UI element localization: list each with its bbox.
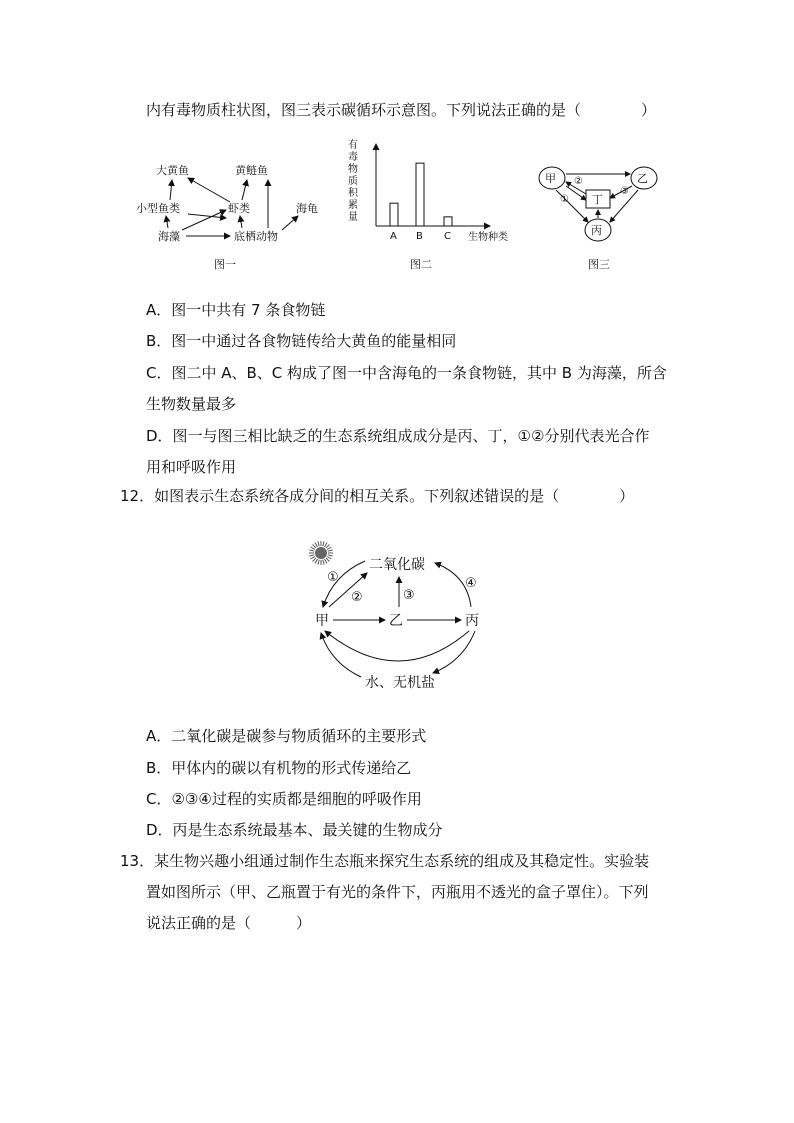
q11-option-b: B．图一中通过各食物链传给大黄鱼的能量相同	[146, 332, 457, 350]
x-tick-label: A	[390, 231, 397, 242]
node-bing: 丙	[591, 224, 602, 237]
y-axis-label-char: 积	[348, 188, 358, 199]
y-axis-label-char: 物	[348, 164, 358, 175]
arrow-small-to-shrimp	[188, 214, 226, 218]
co2-label: 二氧化碳	[369, 557, 425, 573]
q12-option-d: D．丙是生态系统最基本、最关键的生物成分	[146, 821, 443, 839]
y-axis-label-char: 毒	[348, 152, 358, 163]
q12-option-b: B．甲体内的碳以有机物的形式传递给乙	[146, 759, 412, 777]
node-algae: 海藻	[158, 230, 180, 243]
q12-stem: 12．如图表示生态系统各成分间的相互关系。下列叙述错误的是（ ）	[120, 487, 635, 505]
arrow-benthic-to-shrimp	[240, 216, 242, 228]
q13-stem-line1: 13．某生物兴趣小组通过制作生态瓶来探究生态系统的组成及其稳定性。实验装	[120, 852, 650, 870]
label-1: ①	[327, 570, 339, 585]
q13-stem-line2: 置如图所示（甲、乙瓶置于有光的条件下，丙瓶用不透光的盒子罩住）。下列	[146, 883, 649, 901]
y-axis-label-char: 质	[348, 176, 358, 187]
q12-ecosystem-diagram	[303, 535, 503, 695]
q13-stem-line3: 说法正确的是（ ）	[146, 914, 312, 932]
figure-3-caption: 图三	[588, 258, 610, 271]
node-yellowtail: 黄鲢鱼	[235, 164, 268, 177]
arrow-benthic-to-turtle	[282, 216, 298, 230]
label-2: ②	[574, 176, 583, 187]
y-axis-label-char: 有	[348, 140, 358, 151]
node-jia: 甲	[315, 613, 329, 629]
bar-C	[444, 217, 452, 226]
arrow-small-to-croaker	[170, 180, 172, 200]
label-2: ②	[351, 590, 363, 605]
node-jia: 甲	[545, 172, 556, 185]
figure-2-caption: 图二	[410, 258, 432, 271]
figure-1-food-web	[130, 150, 330, 290]
figure-1-caption: 图一	[214, 258, 236, 271]
node-benthic: 底栖动物	[234, 230, 278, 243]
intro-line: 内有毒物质柱状图，图三表示碳循环示意图。下列说法正确的是（ ）	[146, 101, 657, 119]
bars	[390, 163, 452, 226]
q11-option-d-line1: D．图一与图三相比缺乏的生态系统组成成分是丙、丁，①②分别代表光合作	[146, 427, 650, 445]
q12-option-a: A．二氧化碳是碳参与物质循环的主要形式	[146, 727, 427, 745]
arrow-algae-to-shrimp	[182, 210, 226, 230]
node-ding: 丁	[592, 193, 603, 206]
label-1: ①	[560, 194, 569, 205]
y-axis-label	[348, 138, 359, 223]
sun-icon	[309, 541, 333, 565]
arrow-bing-to-jia-curve	[325, 631, 469, 661]
node-small-fish: 小型鱼类	[136, 202, 180, 215]
water-minerals-label: 水、无机盐	[365, 675, 435, 691]
y-axis-label-char: 累	[348, 200, 358, 211]
node-bing: 丙	[465, 613, 479, 629]
node-turtle: 海龟	[296, 202, 318, 215]
arrow-shrimp-to-yellowtail	[242, 180, 247, 200]
y-axis-label-char: 量	[348, 212, 358, 223]
bar-A	[390, 203, 398, 226]
arrow-water-to-jia	[321, 633, 361, 677]
q11-option-d-line2: 用和呼吸作用	[146, 458, 237, 476]
figure-2-bar-chart	[340, 134, 520, 274]
x-tick-labels	[390, 231, 451, 242]
x-axis-label: 生物种类	[468, 232, 508, 243]
label-3: ③	[620, 186, 629, 197]
q11-option-c-line1: C．图二中 A、B、C 构成了图一中含海龟的一条食物链，其中 B 为海藻，所含	[146, 364, 667, 382]
node-yi: 乙	[389, 613, 403, 629]
bar-B	[416, 163, 424, 226]
figure-3-carbon-cycle	[532, 150, 672, 290]
arrow-bing-to-water	[433, 631, 475, 673]
x-tick-label: C	[444, 231, 451, 242]
q12-option-c: C．②③④过程的实质都是细胞的呼吸作用	[146, 790, 422, 808]
node-yi: 乙	[637, 172, 648, 185]
x-tick-label: B	[416, 231, 423, 242]
q11-option-c-line2: 生物数量最多	[146, 395, 237, 413]
q11-option-a: A．图一中共有 7 条食物链	[146, 301, 326, 319]
label-3: ③	[403, 588, 415, 603]
label-4: ④	[465, 576, 477, 591]
node-big-croaker: 大黄鱼	[156, 164, 189, 177]
node-shrimp: 虾类	[228, 202, 250, 215]
arrow-algae-to-small	[166, 216, 168, 228]
arrow-shrimp-to-croaker	[188, 178, 230, 202]
